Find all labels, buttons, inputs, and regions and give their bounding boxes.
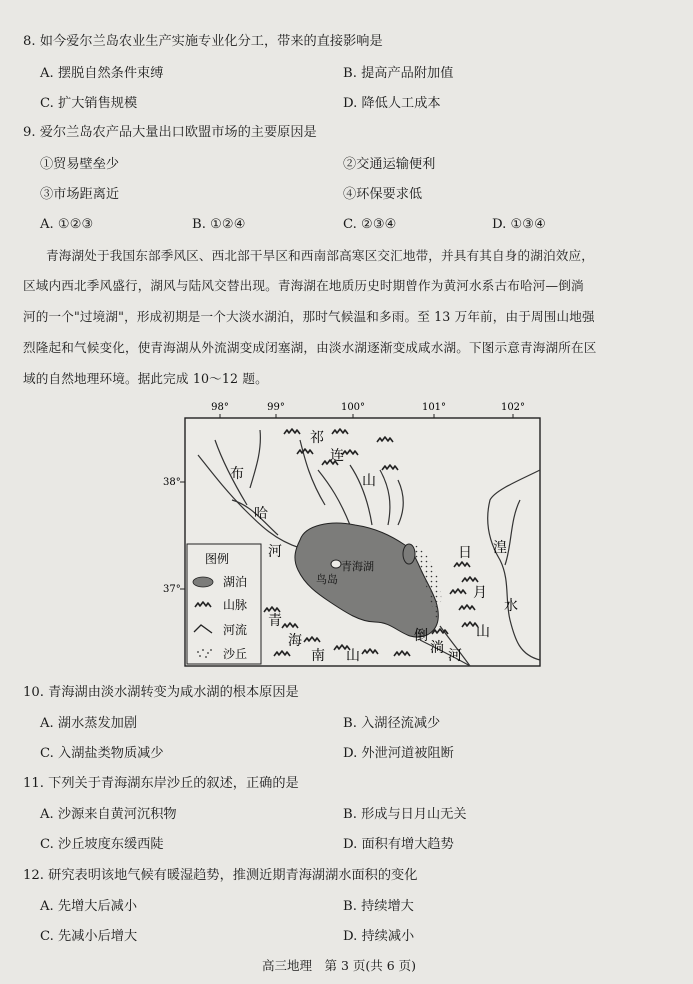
q9-statement-4: ④环保要求低 [343, 187, 423, 202]
lon-100: 100° [340, 402, 366, 413]
q9-stem: 9. 爱尔兰岛农产品大量出口欧盟市场的主要原因是 [23, 125, 317, 140]
label-island: 鸟岛 [316, 573, 338, 586]
lon-101: 101° [421, 402, 447, 413]
label-riyue-2: 月 [473, 585, 487, 601]
q8-option-c: C. 扩大销售规模 [40, 96, 138, 111]
q8-option-d: D. 降低人工成本 [343, 96, 441, 111]
passage-line-1: 青海湖处于我国东部季风区、西北部干旱区和西南部高寒区交汇地带，并具有其自身的湖泊效应， [46, 248, 594, 263]
q9-option-d: D. ①③④ [492, 217, 546, 232]
q11-option-c: C. 沙丘坡度东缓西陡 [40, 837, 164, 852]
q8-option-b: B. 提高产品附加值 [343, 66, 454, 81]
lon-102: 102° [500, 402, 526, 413]
q11-option-b: B. 形成与日月山无关 [343, 807, 467, 822]
legend-lake: 湖泊 [223, 575, 248, 589]
legend-dune: 沙丘 [223, 647, 248, 661]
q9-option-b: B. ①②④ [192, 217, 246, 232]
passage-line-2: 区域内西北季风盛行，湖风与陆风交替出现。青海湖在地质历史时期曾作为黄河水系古布哈河—倒淌 [23, 278, 584, 293]
q10-option-b: B. 入湖径流减少 [343, 716, 441, 731]
passage-line-3: 河的一个"过境湖"，形成初期是一个大淡水湖泊，那时气候温和多雨。至 13 万年前，由于周围山地强 [23, 309, 595, 324]
passage-line-5: 域的自然地理环境。据此完成 10～12 题。 [23, 371, 268, 386]
label-qhns-1: 青 [268, 613, 282, 629]
small-lake [403, 544, 415, 564]
legend-river: 河流 [223, 623, 248, 637]
label-lake: 青海湖 [341, 560, 374, 573]
label-qhns-2: 海 [288, 633, 302, 649]
label-qhns-4: 山 [346, 648, 360, 664]
q12-stem: 12. 研究表明该地气候有暖湿趋势，推测近期青海湖湖水面积的变化 [23, 868, 418, 883]
lat-37: 37° [163, 584, 181, 595]
label-huangshui-1: 湟 [493, 540, 507, 556]
q10-option-d: D. 外泄河道被阻断 [343, 746, 454, 761]
q11-option-d: D. 面积有增大趋势 [343, 837, 454, 852]
label-qilian-1: 祁 [310, 430, 324, 446]
q11-stem: 11. 下列关于青海湖东岸沙丘的叙述，正确的是 [23, 776, 299, 791]
q9-option-c: C. ②③④ [343, 217, 397, 232]
legend-title: 图例 [205, 552, 230, 566]
q9-statement-2: ②交通运输便利 [343, 157, 436, 172]
page-footer: 高三地理 第 3 页(共 6 页) [262, 958, 417, 973]
label-buha-3: 河 [268, 544, 282, 560]
qinghai-lake-map [0, 395, 693, 685]
passage-line-4: 烈隆起和气候变化，使青海湖从外流湖变成闭塞湖，由淡水湖逐渐变成咸水湖。下图示意青海湖所在区 [23, 340, 597, 355]
q10-option-a: A. 湖水蒸发加剧 [40, 716, 138, 731]
q10-stem: 10. 青海湖由淡水湖转变为咸水湖的根本原因是 [23, 685, 299, 700]
label-riyue-3: 山 [476, 624, 490, 640]
label-qilian-3: 山 [362, 473, 376, 489]
q9-option-a: A. ①②③ [40, 217, 94, 232]
label-buha-2: 哈 [254, 506, 268, 522]
label-daotang-3: 河 [448, 648, 462, 664]
q12-option-b: B. 持续增大 [343, 899, 414, 914]
lon-99: 99° [267, 402, 285, 413]
q11-option-a: A. 沙源来自黄河沉积物 [40, 807, 177, 822]
label-qilian-2: 连 [330, 448, 344, 464]
q9-statement-1: ①贸易壁垒少 [40, 157, 120, 172]
lat-38: 38° [163, 477, 181, 488]
label-daotang-1: 倒 [414, 628, 428, 644]
label-buha-1: 布 [230, 466, 244, 482]
label-riyue-1: 日 [458, 545, 472, 561]
label-daotang-2: 淌 [430, 640, 444, 656]
q12-option-d: D. 持续减小 [343, 929, 415, 944]
q10-option-c: C. 入湖盐类物质减少 [40, 746, 164, 761]
q8-stem: 8. 如今爱尔兰岛农业生产实施专业化分工，带来的直接影响是 [23, 34, 383, 49]
q9-statement-3: ③市场距离近 [40, 187, 120, 202]
label-qhns-3: 南 [311, 648, 325, 664]
lon-98: 98° [211, 402, 229, 413]
label-huangshui-2: 水 [504, 598, 518, 614]
q12-option-a: A. 先增大后减小 [40, 899, 138, 914]
q8-option-a: A. 摆脱自然条件束缚 [40, 66, 164, 81]
legend-mountain: 山脉 [223, 598, 248, 612]
q12-option-c: C. 先减小后增大 [40, 929, 138, 944]
map-legend [187, 544, 261, 664]
bird-island [331, 560, 341, 568]
